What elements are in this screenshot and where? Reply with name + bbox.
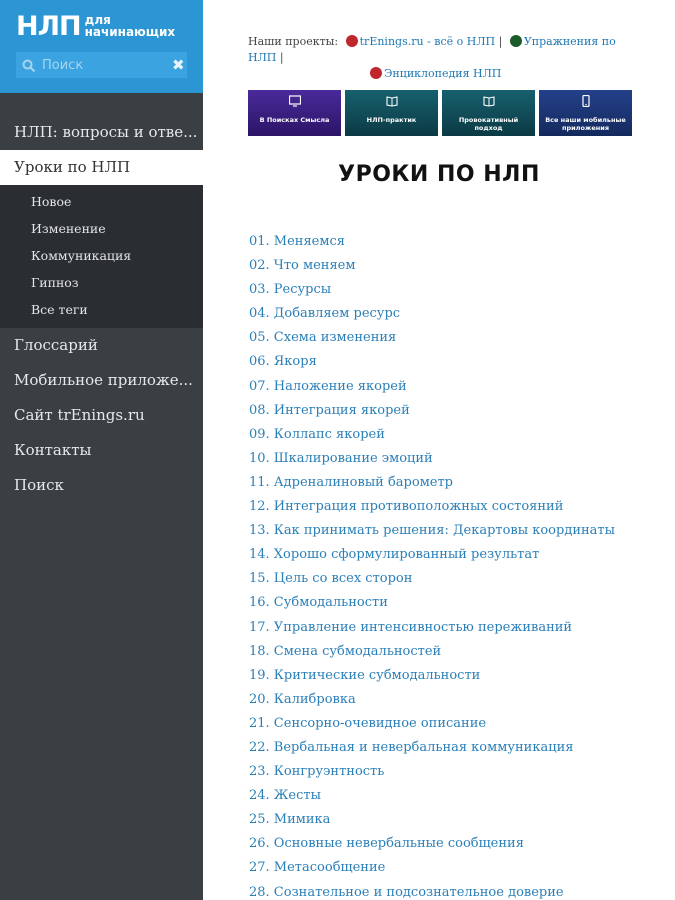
lessons-list	[249, 230, 615, 900]
project-link-exercises[interactable]: Упражнения по НЛП	[248, 35, 616, 64]
list-item	[249, 278, 615, 302]
banner-label: Провокативный подход	[458, 116, 519, 132]
sidebar	[0, 0, 203, 900]
sidebar-subitem-communication[interactable]: Коммуникация	[31, 248, 132, 263]
list-item	[249, 881, 615, 900]
lesson-link[interactable]: 12. Интеграция противоположных состояний	[249, 499, 564, 515]
banner-nlp-practitioner[interactable]	[345, 90, 438, 136]
sidebar-item-lessons[interactable]: Уроки по НЛП	[0, 150, 203, 185]
page-title: УРОКИ ПО НЛП	[338, 162, 540, 187]
banner-search-meaning[interactable]	[248, 90, 341, 136]
lesson-link[interactable]: 01. Меняемся	[249, 234, 345, 249]
logo-subtitle	[85, 14, 176, 40]
book-icon	[483, 95, 495, 107]
projects-separator: |	[279, 51, 284, 64]
lesson-link[interactable]: 22. Вербальная и невербальная коммуникация	[249, 739, 574, 755]
lesson-link[interactable]: 14. Хорошо сформулированный результат	[249, 547, 540, 563]
sidebar-item-search[interactable]: Поиск	[14, 476, 64, 494]
main-content	[203, 0, 675, 900]
lesson-link[interactable]: 03. Ресурсы	[249, 282, 332, 298]
list-item	[249, 688, 615, 712]
banners-row	[248, 90, 632, 136]
lesson-link[interactable]: 06. Якоря	[249, 354, 317, 370]
lesson-link[interactable]: 24. Жесты	[249, 788, 321, 804]
lesson-link[interactable]: 02. Что меняем	[249, 258, 356, 274]
sidebar-subitem-hypnosis[interactable]: Гипноз	[31, 275, 79, 290]
list-item	[249, 447, 615, 471]
project-link-encyclopedia[interactable]: Энциклопедия НЛП	[384, 67, 502, 80]
list-item	[249, 519, 615, 543]
list-item	[249, 808, 615, 832]
list-item	[249, 230, 615, 254]
phone-icon	[580, 95, 592, 107]
list-item	[249, 736, 615, 760]
lesson-link[interactable]: 07. Наложение якорей	[249, 378, 407, 394]
list-item	[249, 471, 615, 495]
trenings-logo-icon	[346, 35, 358, 47]
sidebar-item-contacts[interactable]: Контакты	[14, 441, 92, 459]
logo-subtitle-line2: начинающих	[84, 25, 176, 39]
search-icon	[22, 58, 36, 72]
sidebar-nav	[0, 115, 203, 503]
sidebar-subitem-change[interactable]: Изменение	[31, 221, 106, 236]
list-item	[249, 350, 615, 374]
lesson-link[interactable]: 23. Конгруэнтность	[249, 764, 385, 780]
banner-label: В Поисках Смысла	[259, 116, 330, 124]
lesson-link[interactable]: 27. Метасообщение	[249, 860, 386, 876]
list-item	[249, 832, 615, 856]
search-box	[16, 52, 187, 78]
projects-separator: |	[498, 35, 503, 48]
lesson-link[interactable]: 16. Субмодальности	[249, 595, 388, 611]
list-item	[249, 326, 615, 350]
projects-bar	[248, 34, 643, 82]
sidebar-item-site[interactable]: Сайт trEnings.ru	[14, 406, 145, 424]
list-item	[249, 567, 615, 591]
list-item	[249, 591, 615, 615]
list-item	[249, 784, 615, 808]
banner-label: НЛП-практик	[366, 116, 417, 124]
lesson-link[interactable]: 05. Схема изменения	[249, 330, 397, 346]
lesson-link[interactable]: 08. Интеграция якорей	[249, 402, 410, 418]
lesson-link[interactable]: 21. Сенсорно-очевидное описание	[249, 715, 487, 731]
list-item	[249, 254, 615, 278]
list-item	[249, 616, 615, 640]
exercises-logo-icon	[510, 35, 522, 47]
list-item	[249, 760, 615, 784]
lesson-link[interactable]: 15. Цель со всех сторон	[249, 571, 413, 587]
list-item	[249, 399, 615, 423]
sidebar-subitem-new[interactable]: Новое	[31, 194, 72, 209]
sidebar-item-faq[interactable]: НЛП: вопросы и отве...	[14, 123, 198, 141]
lesson-link[interactable]: 25. Мимика	[249, 812, 331, 828]
logo-subtitle-line1: для	[84, 13, 111, 27]
lesson-link[interactable]: 09. Коллапс якорей	[249, 426, 385, 442]
list-item	[249, 543, 615, 567]
search-input[interactable]	[42, 58, 172, 73]
lesson-link[interactable]: 18. Смена субмодальностей	[249, 643, 442, 659]
banner-mobile-apps[interactable]	[539, 90, 632, 136]
sidebar-subitem-all-tags[interactable]: Все теги	[31, 302, 88, 317]
list-item	[249, 423, 615, 447]
banner-label: Все наши мобильные приложения	[545, 116, 626, 132]
close-icon[interactable]: ✖	[172, 56, 185, 74]
monitor-icon	[289, 95, 301, 107]
list-item	[249, 856, 615, 880]
sidebar-item-glossary[interactable]: Глоссарий	[14, 336, 98, 354]
lesson-link[interactable]: 13. Как принимать решения: Декартовы координаты	[249, 523, 615, 539]
book-icon	[386, 95, 398, 107]
projects-label: Наши проекты:	[248, 35, 339, 48]
lesson-link[interactable]: 11. Адреналиновый барометр	[249, 474, 454, 490]
lesson-link[interactable]: 04. Добавляем ресурс	[249, 306, 401, 322]
project-link-trenings[interactable]: trEnings.ru - всё о НЛП	[359, 35, 496, 48]
encyclopedia-logo-icon	[370, 67, 382, 79]
lesson-link[interactable]: 19. Критические субмодальности	[249, 667, 481, 683]
sidebar-subnav	[0, 185, 203, 328]
lesson-link[interactable]: 17. Управление интенсивностью переживаний	[249, 619, 573, 635]
lesson-link[interactable]: 10. Шкалирование эмоций	[249, 450, 433, 466]
list-item	[249, 302, 615, 326]
list-item	[249, 375, 615, 399]
sidebar-item-mobile-app[interactable]: Мобильное приложе...	[14, 371, 193, 389]
list-item	[249, 640, 615, 664]
list-item	[249, 495, 615, 519]
lesson-link[interactable]: 26. Основные невербальные сообщения	[249, 836, 524, 852]
sidebar-header	[0, 0, 203, 93]
list-item	[249, 664, 615, 688]
banner-provocative[interactable]	[442, 90, 535, 136]
list-item	[249, 712, 615, 736]
logo-title: НЛП	[16, 11, 81, 42]
site-logo[interactable]	[16, 10, 187, 40]
lesson-link[interactable]: 28. Сознательное и подсознательное доверие	[249, 884, 564, 900]
lesson-link[interactable]: 20. Калибровка	[249, 691, 356, 707]
